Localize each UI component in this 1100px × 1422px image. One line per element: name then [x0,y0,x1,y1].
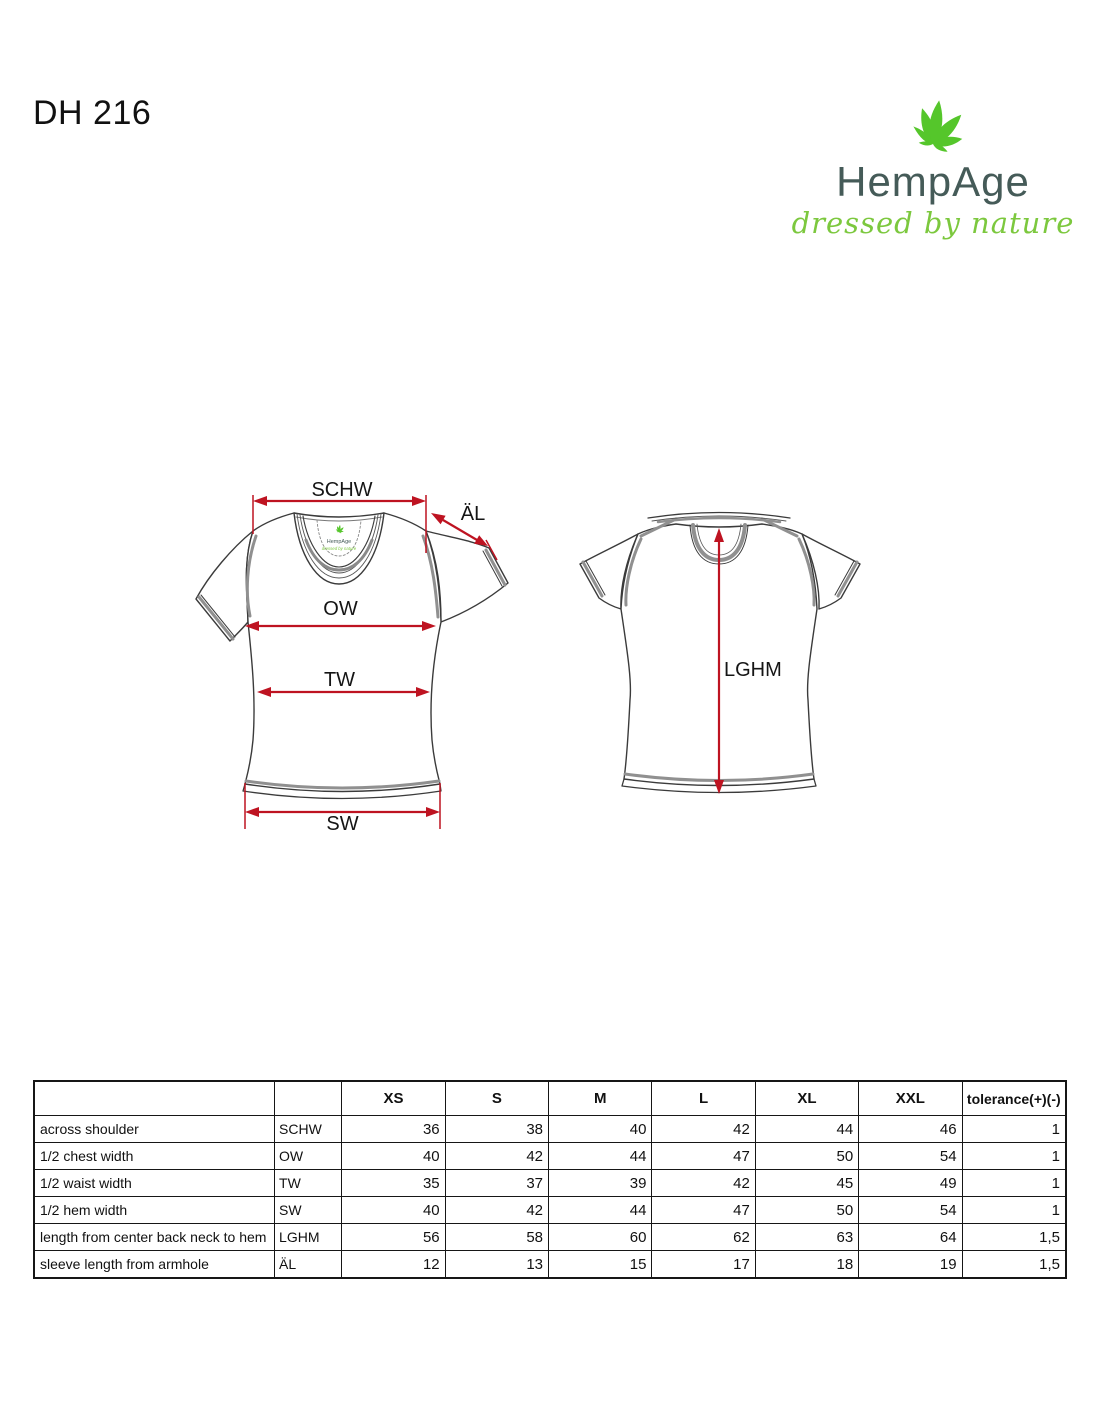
measurement-label-schw: SCHW [311,479,373,501]
tolerance-cell: 1 [962,1170,1066,1197]
row-code: SW [275,1197,342,1224]
header-size-l: L [652,1081,755,1116]
neck-label-brand: HempAge [326,539,352,545]
table-row-schw [34,1116,1066,1143]
header-size-xxl: XXL [859,1081,962,1116]
table-row-ow [34,1143,1066,1170]
header-size-s: S [445,1081,548,1116]
size-value-cell: 40 [342,1197,445,1224]
measurement-label-ow: OW [323,598,358,620]
measurement-label-sw: SW [326,813,359,835]
size-value-cell: 49 [859,1170,962,1197]
size-value-cell: 46 [859,1116,962,1143]
tolerance-cell: 1 [962,1116,1066,1143]
brand-name: HempAge [836,158,1030,205]
header-size-xl: XL [755,1081,858,1116]
size-value-cell: 62 [652,1224,755,1251]
row-code: LGHM [275,1224,342,1251]
size-value-cell: 44 [549,1143,652,1170]
table-row-ael [34,1251,1066,1279]
size-value-cell: 35 [342,1170,445,1197]
size-value-cell: 17 [652,1251,755,1279]
size-table-header-row [34,1081,1066,1116]
tolerance-cell: 1 [962,1143,1066,1170]
measurement-label-lghm: LGHM [724,659,782,681]
page-title: DH 216 [33,94,152,132]
neck-label-tagline: dressed by nature [321,546,357,551]
header-size-xs: XS [342,1081,445,1116]
row-label: across shoulder [34,1116,275,1143]
size-value-cell: 44 [755,1116,858,1143]
size-value-cell: 19 [859,1251,962,1279]
row-label: 1/2 chest width [34,1143,275,1170]
size-value-cell: 47 [652,1143,755,1170]
size-value-cell: 42 [445,1197,548,1224]
size-value-cell: 36 [342,1116,445,1143]
size-value-cell: 12 [342,1251,445,1279]
tolerance-cell: 1,5 [962,1224,1066,1251]
size-value-cell: 39 [549,1170,652,1197]
size-value-cell: 42 [445,1143,548,1170]
row-label: length from center back neck to hem [34,1224,275,1251]
size-value-cell: 54 [859,1197,962,1224]
size-value-cell: 37 [445,1170,548,1197]
size-value-cell: 58 [445,1224,548,1251]
header-size-m: M [549,1081,652,1116]
size-value-cell: 13 [445,1251,548,1279]
size-value-cell: 60 [549,1224,652,1251]
hemp-leaf-icon [911,100,965,154]
size-value-cell: 50 [755,1143,858,1170]
size-value-cell: 64 [859,1224,962,1251]
size-value-cell: 56 [342,1224,445,1251]
tolerance-cell: 1,5 [962,1251,1066,1279]
size-value-cell: 38 [445,1116,548,1143]
row-code: SCHW [275,1116,342,1143]
header-tolerance: tolerance(+)(-) [962,1081,1066,1116]
size-value-cell: 15 [549,1251,652,1279]
table-row-lghm [34,1224,1066,1251]
size-value-cell: 40 [549,1116,652,1143]
row-code: OW [275,1143,342,1170]
size-value-cell: 18 [755,1251,858,1279]
size-value-cell: 47 [652,1197,755,1224]
size-value-cell: 45 [755,1170,858,1197]
size-value-cell: 44 [549,1197,652,1224]
measurement-label-tw: TW [323,669,356,691]
brand-tagline: dressed by nature [791,206,1075,240]
size-table [33,1080,1067,1279]
size-value-cell: 42 [652,1116,755,1143]
size-value-cell: 54 [859,1143,962,1170]
size-value-cell: 63 [755,1224,858,1251]
front-view-drawing [196,513,508,799]
measurement-label-ael: ÄL [460,503,486,525]
header-code [275,1081,342,1116]
tolerance-cell: 1 [962,1197,1066,1224]
row-label: sleeve length from armhole [34,1251,275,1279]
table-row-tw [34,1170,1066,1197]
row-code: ÄL [275,1251,342,1279]
table-row-sw [34,1197,1066,1224]
row-label: 1/2 hem width [34,1197,275,1224]
size-value-cell: 42 [652,1170,755,1197]
row-code: TW [275,1170,342,1197]
header-description [34,1081,275,1116]
row-label: 1/2 waist width [34,1170,275,1197]
size-value-cell: 50 [755,1197,858,1224]
size-value-cell: 40 [342,1143,445,1170]
